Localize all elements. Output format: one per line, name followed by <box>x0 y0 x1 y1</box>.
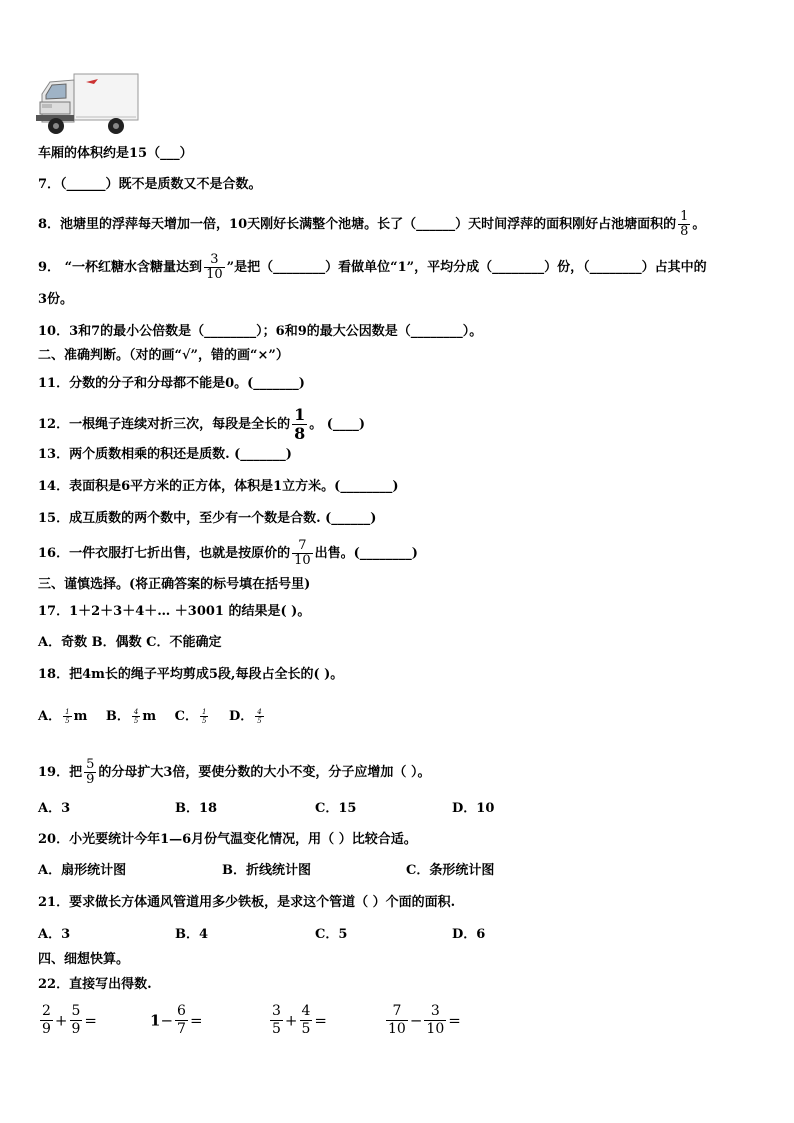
question-21: 21．要求做长方体通风管道用多少铁板，是求这个管道（ ）个面的面积. <box>38 895 456 910</box>
calc-item: 1− $\frac{6}{7}$ = <box>150 1003 203 1037</box>
question-18: 18．把4m长的绳子平均剪成5段,每段占全长的( )。 <box>38 667 344 682</box>
truck-image <box>36 70 141 140</box>
question-16: 16．一件衣服打七折出售，也就是按原价的 $\frac{7}{10}$ 出售。(________) <box>38 538 418 568</box>
question-7: 7．（______）既不是质数又不是合数。 <box>38 177 262 192</box>
fraction: $\frac{1}{8}$ <box>294 405 306 443</box>
section-3-heading: 三、谨慎选择。(将正确答案的标号填在括号里) <box>38 577 311 592</box>
question-17-options: A．奇数 B．偶数 C．不能确定 <box>38 635 222 650</box>
section-2-heading: 二、准确判断。（对的画“√”，错的画“×”） <box>38 348 289 363</box>
question-8: 8．池塘里的浮萍每天增加一倍，10天刚好长满整个池塘。长了（______）天时间浮萍的面积刚好占池塘面积的 $\frac{1}{8}$ 。 <box>38 209 706 239</box>
question-8-text: 8．池塘里的浮萍每天增加一倍，10天刚好长满整个池塘。长了（______）天时间浮萍的面积刚好占池塘面积的 <box>38 217 677 232</box>
intro-caption: 车厢的体积约是15（___） <box>38 146 193 161</box>
question-17: 17．1＋2＋3＋4＋… ＋3001 的结果是( )。 <box>38 604 311 619</box>
question-22: 22．直接写出得数. <box>38 977 152 992</box>
fraction: $\frac{1}{5}$ <box>201 708 207 725</box>
question-18-options: A． $\frac{1}{5}$ m B． $\frac{4}{5}$ m C． $\frac{1}{5}$ D． $\frac{4}{5}$ <box>38 708 262 725</box>
calc-item: $\frac{7}{10}$ − $\frac{3}{10}$ = <box>388 1003 461 1037</box>
question-11: 11．分数的分子和分母都不能是0。(_______) <box>38 376 305 391</box>
question-13: 13．两个质数相乘的积还是质数. (_______) <box>38 447 292 462</box>
section-4-heading: 四、细想快算。 <box>38 952 130 967</box>
fraction: $\frac{7}{10}$ <box>294 538 311 568</box>
question-19: 19．把 $\frac{5}{9}$ 的分母扩大3倍，要使分数的大小不变，分子应增加（ ）。 <box>38 757 431 787</box>
calc-item: $\frac{2}{9}$ + $\frac{5}{9}$ = <box>42 1003 97 1037</box>
fraction: $\frac{4}{5}$ <box>133 708 139 725</box>
question-15: 15．成互质数的两个数中，至少有一个数是合数. (______) <box>38 511 377 526</box>
fraction: $\frac{3}{10}$ <box>206 252 223 282</box>
question-9: 9． “一杯红糖水含糖量达到 $\frac{3}{10}$ ”是把（________）看做单位“1”，平均分成（________）份，（________）占其中的 <box>38 252 707 282</box>
calc-item: $\frac{3}{5}$ + $\frac{4}{5}$ = <box>272 1003 327 1037</box>
fraction: $\frac{4}{5}$ <box>257 708 262 725</box>
question-12: 12．一根绳子连续对折三次，每段是全长的 $\frac{1}{8}$ 。 (____) <box>38 405 366 443</box>
fraction: $\frac{1}{8}$ <box>680 209 689 239</box>
fraction: $\frac{5}{9}$ <box>86 757 95 787</box>
question-10: 10．3和7的最小公倍数是（________）；6和9的最大公因数是（________）。 <box>38 324 483 339</box>
question-20: 20．小光要统计今年1—6月份气温变化情况，用（ ）比较合适。 <box>38 832 417 847</box>
question-14: 14．表面积是6平方米的正方体，体积是1立方米。(________) <box>38 479 399 494</box>
question-9-line2: 3份。 <box>38 292 74 307</box>
fraction: $\frac{1}{5}$ <box>65 708 70 725</box>
